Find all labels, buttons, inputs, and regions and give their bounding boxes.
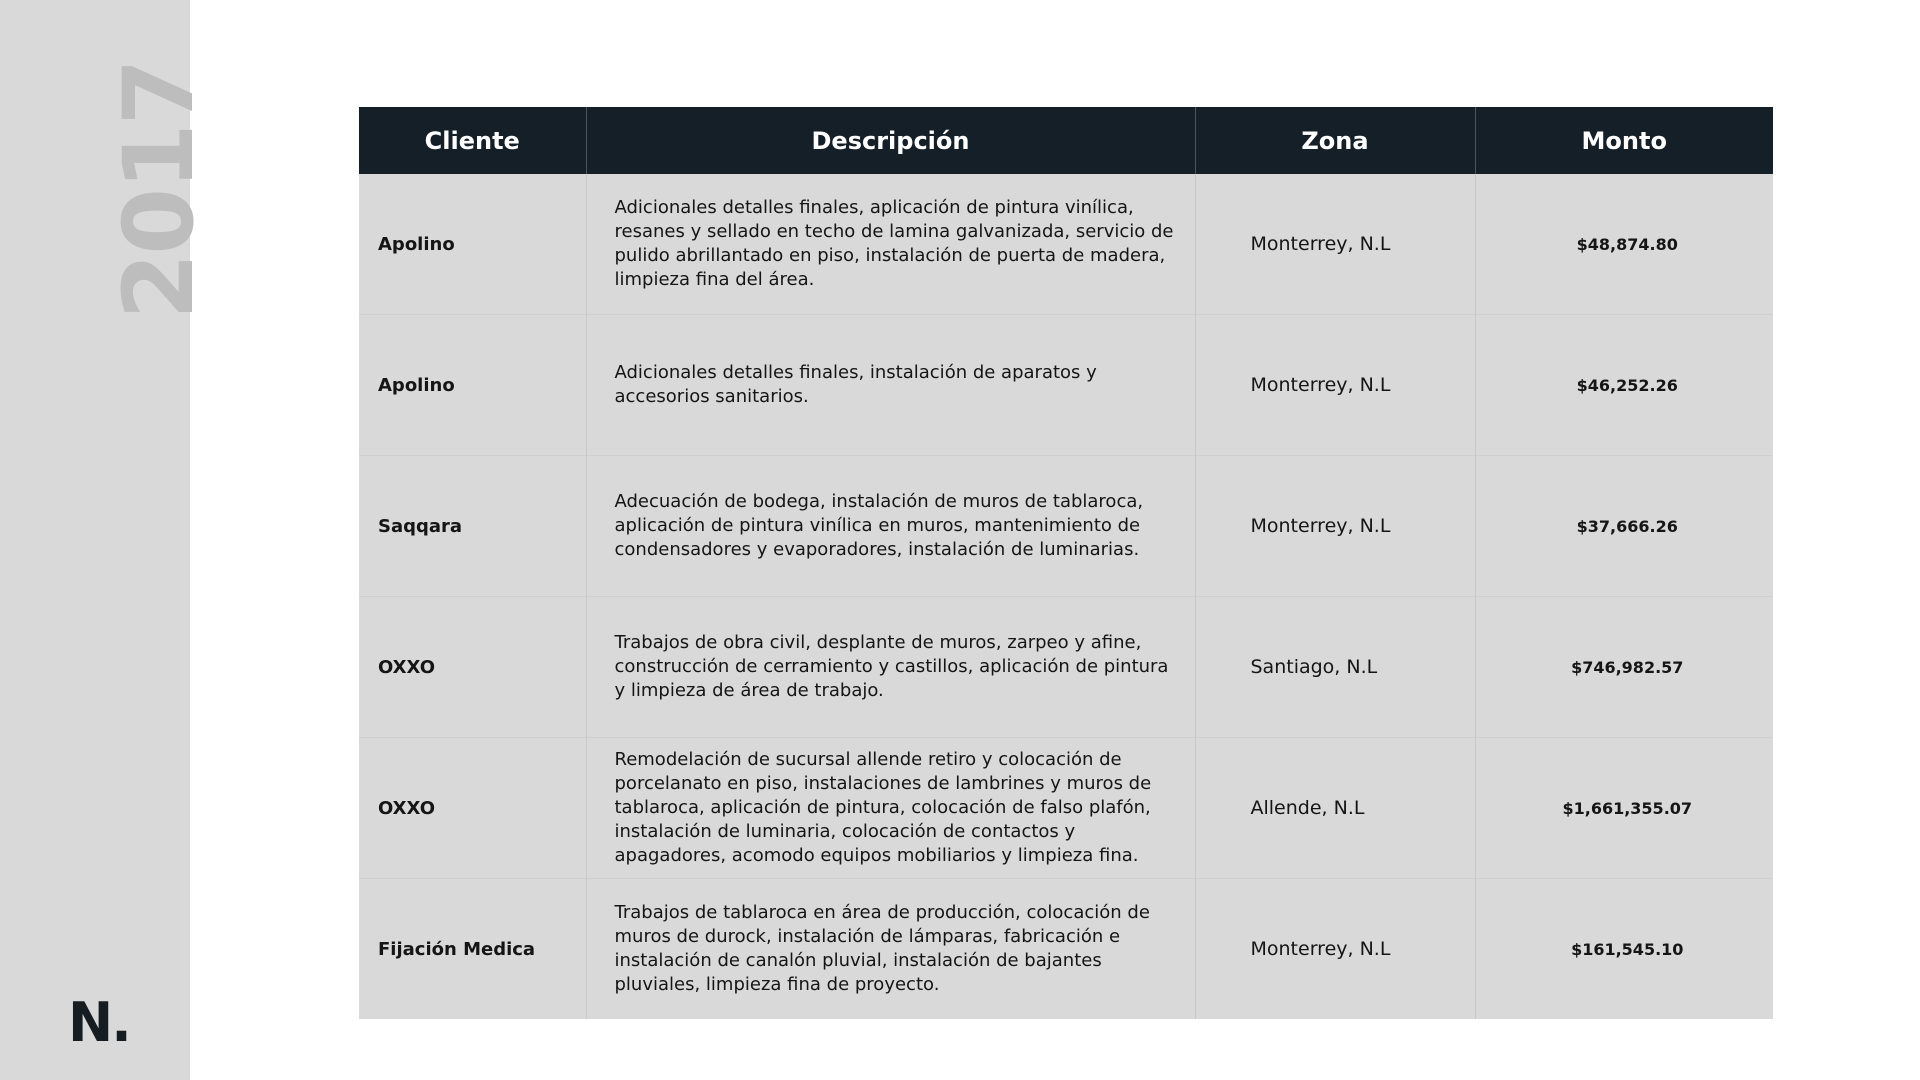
cell-cliente: OXXO xyxy=(359,597,586,738)
table-body xyxy=(359,174,1773,1019)
cell-descripcion: Adicionales detalles finales, aplicación de pintura vinílica, resanes y sellado en techo de lamina galvanizada, servicio de pulido abrillantado en piso, instalación de puerta de madera, limpieza fina del área. xyxy=(586,174,1195,315)
cell-cliente: OXXO xyxy=(359,738,586,879)
cell-cliente: Apolino xyxy=(359,315,586,456)
cell-monto: $161,545.10 xyxy=(1475,879,1773,1020)
cell-monto: $746,982.57 xyxy=(1475,597,1773,738)
cell-monto: $1,661,355.07 xyxy=(1475,738,1773,879)
projects-table xyxy=(359,107,1773,1019)
cell-zona: Monterrey, N.L xyxy=(1195,174,1475,315)
cell-cliente: Fijación Medica xyxy=(359,879,586,1020)
sidebar xyxy=(0,0,215,1080)
cell-zona: Monterrey, N.L xyxy=(1195,315,1475,456)
table-row xyxy=(359,738,1773,879)
table-row xyxy=(359,315,1773,456)
table-row xyxy=(359,456,1773,597)
cell-zona: Santiago, N.L xyxy=(1195,597,1475,738)
projects-table-container xyxy=(359,107,1773,1019)
table-row xyxy=(359,174,1773,315)
brand-logo: N. xyxy=(68,991,130,1054)
cell-zona: Monterrey, N.L xyxy=(1195,879,1475,1020)
cell-descripcion: Trabajos de obra civil, desplante de muros, zarpeo y afine, construcción de cerramiento y castillos, aplicación de pintura y limpieza de área de trabajo. xyxy=(586,597,1195,738)
year-label: 2017 xyxy=(103,60,215,320)
cell-descripcion: Adecuación de bodega, instalación de muros de tablaroca, aplicación de pintura vinílica en muros, mantenimiento de condensadores y evaporadores, instalación de luminarias. xyxy=(586,456,1195,597)
cell-cliente: Saqqara xyxy=(359,456,586,597)
cell-cliente: Apolino xyxy=(378,233,455,255)
header-row xyxy=(359,107,1773,174)
cell-monto: $46,252.26 xyxy=(1475,315,1773,456)
cell-monto: $48,874.80 xyxy=(1475,174,1773,315)
cell-descripcion: Adicionales detalles finales, instalación de aparatos y accesorios sanitarios. xyxy=(586,315,1195,456)
cell-zona: Monterrey, N.L xyxy=(1195,456,1475,597)
table-row xyxy=(359,879,1773,1020)
table-header xyxy=(359,107,1773,174)
header-cliente: Cliente xyxy=(359,107,586,174)
cell-zona: Allende, N.L xyxy=(1195,738,1475,879)
cell-descripcion: Remodelación de sucursal allende retiro y colocación de porcelanato en piso, instalaciones de lambrines y muros de tablaroca, aplicación de pintura, colocación de falso plafón, instalación de luminaria, colocación de contactos y apagadores, acomodo equipos mobiliarios y limpieza fina. xyxy=(586,738,1195,879)
header-monto: Monto xyxy=(1475,107,1773,174)
cell-monto: $37,666.26 xyxy=(1475,456,1773,597)
header-descripcion: Descripción xyxy=(586,107,1195,174)
header-zona: Zona xyxy=(1195,107,1475,174)
cell-descripcion: Trabajos de tablaroca en área de producción, colocación de muros de durock, instalación de lámparas, fabricación e instalación de canalón pluvial, instalación de bajantes pluviales, limpieza fina de proyecto. xyxy=(586,879,1195,1020)
table-row xyxy=(359,597,1773,738)
